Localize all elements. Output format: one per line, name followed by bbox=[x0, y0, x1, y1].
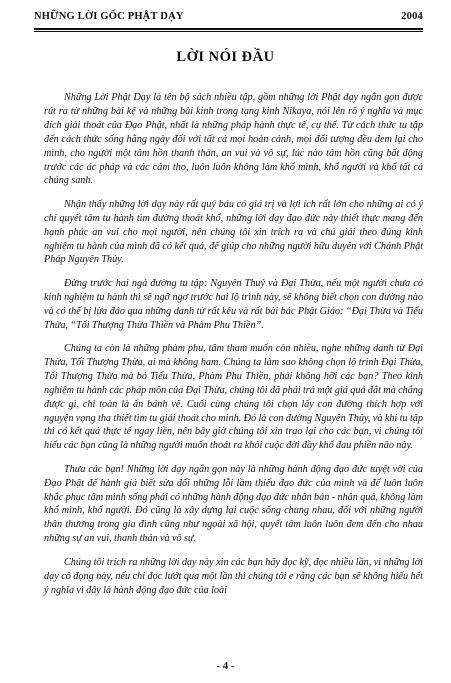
running-header bbox=[34, 11, 423, 24]
paragraph: Nhận thấy những lời dạy này rất quý báu có giá trị và lợi ích rất lớn cho những ai có ý chí quyết tâm tu hành tìm đường thoát khổ, những lời dạy đạo đức này thiết thực mang đến hạnh phúc an vui cho mọi người, nên chúng tôi xin trích ra và chú giải theo đúng kinh nghiệm tu hành của mình đã có kết quả, để giúp cho những người hữu duyên với Chánh Phật Pháp Nguyên Thủy. bbox=[44, 198, 423, 266]
book-title: NHỮNG LỜI GỐC PHẬT DẠY bbox=[34, 11, 184, 22]
header-rule bbox=[34, 28, 423, 32]
body-text bbox=[44, 91, 423, 607]
paragraph: Đừng trước hai ngả đường tu tập: Nguyên Thuỷ và Đại Thừa, nếu một người chưa có kinh nghiệm tu hành thì sẽ ngỡ ngơ trước hai lộ trình này, sẽ không biết chọn con đường nào và có thể bị lừa đảo qua những danh từ rất kêu và rất bài bác Phật Giáo: “Đại Thừa và Tiểu Thừa, “Tối Thượng Thừa Thiền và Phàm Phu Thiền”. bbox=[44, 277, 423, 331]
header-year: 2004 bbox=[401, 11, 423, 22]
page-number: - 4 - bbox=[216, 660, 235, 672]
paragraph: Chúng tôi trích ra những lời dạy này xin các bạn hãy đọc kỹ, đọc nhiều lần, vì những lời dạy cô đọng này, nếu chỉ đọc lướt qua một lần thì chúng tôi e rằng các bạn sẽ không hiểu hết ý nghĩa vì đây là hành động đạo đức của loài bbox=[44, 556, 423, 596]
paragraph: Thưa các bạn! Những lời dạy ngắn gọn này là những hành động đạo đức tuyệt vời của Đạo Phật để hành giả biết sửa đổi những lỗi lầm thiếu đạo đức của mình và để luôn luôn khắc phục tâm mình sống phải có những hành động đạo đức nhân bản - nhân quả, không làm khổ mình, khổ người. Đó cũng là xây dựng lại cuộc sống chung nhau, đối với những người thân thương trong gia đình cũng như ngoài xã hội, quyết tâm luôn luôn đem đến cho nhau những sự an vui, thanh thản và vô sự. bbox=[44, 463, 423, 545]
paragraph: Chúng ta còn là những phàm phu, tâm tham muốn còn nhiều, nghe những danh từ Đại Thừa, Tối Thượng Thừa, ai mà không ham. Chúng ta làm sao không chọn lộ trình Đại Thừa, Tối Thượng Thừa mà bỏ Tiểu Thừa, Phàm Phu Thiền, phải không hỡi các bạn? Theo kinh nghiệm tu hành các pháp môn của Đại Thừa, chúng tôi đã phải trả một giá quá đắt mà chẳng được gì, chỉ toàn là ấn bánh vẽ. Cuối cùng chúng tôi chọn lấy con đường thích hợp với nguyện vọng tha thiết tìm tu giải thoát cho mình. Đó là con đường Nguyên Thủy, và khi tu tập thì có kết quả thực tế ngay liền, nên bây giờ chúng tôi xin trao lại cho các bạn, vì chúng tôi hiểu các bạn cũng là những người muốn thoát ra khỏi cuộc đời đầy khổ đau phiền não này. bbox=[44, 343, 423, 452]
page-title: LỜI NÓI ĐẦU bbox=[176, 49, 275, 65]
paragraph: Những Lời Phật Dạy là tên bộ sách nhiều tập, gồm những lời Phật dạy ngắn gọn được rút ra từ những bài kệ và những bài kinh trong tạng kinh Nikaya, nói lên rõ ý nghĩa và mục đích giải thoát của Đạo Phật, nhất là những pháp hành thực tế, cụ thể. Từ cách thức tu tập đến cách thức sống hằng ngày đối với tất cả mọi hoàn cảnh, mọi đối tượng đều đem lại cho mình, cho người một tâm hồn thanh thản, an vui và vô sự, lúc nào tâm hồn cũng bất động trước các ác pháp và các cảm thọ, luôn luôn không làm khổ mình, khổ người và khổ tất cả chúng sanh. bbox=[44, 92, 423, 187]
